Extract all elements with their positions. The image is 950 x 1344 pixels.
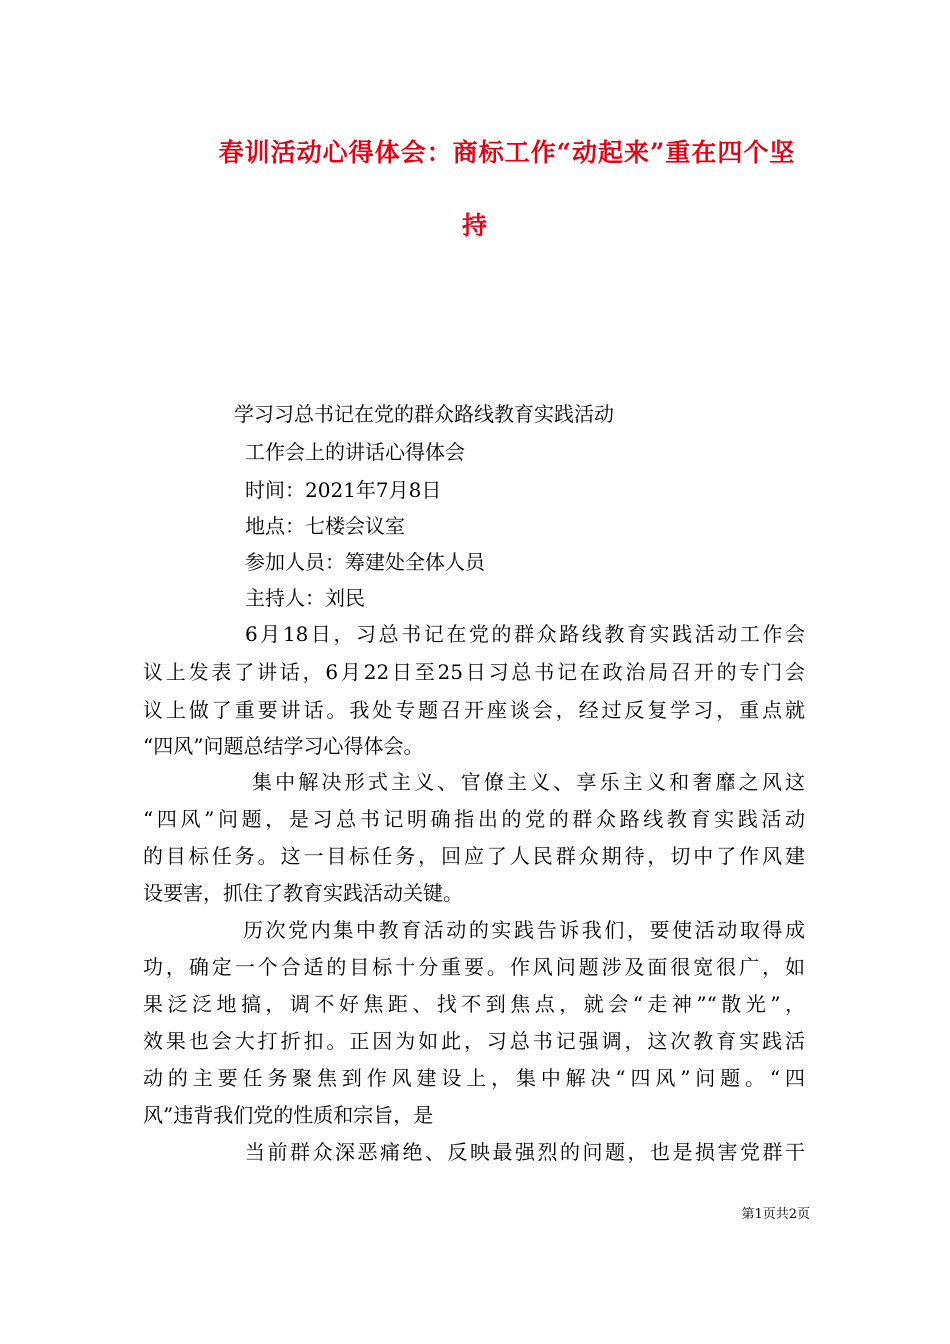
header-line-participants: 参加人员：筹建处全体人员 [245,550,485,574]
page-number-footer: 第1页共2页 [741,1207,810,1222]
header-line-subject: 学习习总书记在党的群众路线教育实践活动 [234,402,614,426]
paragraph-2-line-3: 的目标任务。这一目标任务，回应了人民群众期待，切中了作风建 [143,844,805,868]
document-title-line-2: 持 [461,211,488,240]
paragraph-3-line-2: 功，确定一个合适的目标十分重要。作风问题涉及面很宽很广，如 [143,955,805,979]
paragraph-3-line-6: 风”违背我们党的性质和宗旨，是 [143,1103,434,1127]
header-line-subject-cont: 工作会上的讲话心得体会 [245,440,465,464]
paragraph-1-line-4: “四风”问题总结学习心得体会。 [143,734,424,758]
paragraph-3-line-5: 动的主要任务聚焦到作风建设上，集中解决“四风”问题。“四 [143,1066,805,1090]
header-line-time: 时间：2021年7月8日 [245,478,442,502]
paragraph-1-line-1: 6月18日，习总书记在党的群众路线教育实践活动工作会 [245,622,805,646]
paragraph-2-line-4: 设要害，抓住了教育实践活动关键。 [143,881,463,905]
paragraph-3-line-3: 果泛泛地搞，调不好焦距、找不到焦点，就会“走神”“散光”， [143,992,805,1016]
header-line-host: 主持人：刘民 [245,586,365,610]
paragraph-3-line-4: 效果也会大打折扣。正因为如此，习总书记强调，这次教育实践活 [143,1029,805,1053]
document-title-line-1: 春训活动心得体会：商标工作“动起来”重在四个坚 [218,138,796,167]
paragraph-1-line-2: 议上发表了讲话，6月22日至25日习总书记在政治局召开的专门会 [143,660,805,684]
paragraph-3-line-1: 历次党内集中教育活动的实践告诉我们，要使活动取得成 [243,918,805,942]
paragraph-4-line-1: 当前群众深恶痛绝、反映最强烈的问题，也是损害党群干 [245,1140,805,1164]
header-line-location: 地点：七楼会议室 [245,514,405,538]
paragraph-2-line-1: 集中解决形式主义、官僚主义、享乐主义和奢靡之风这 [252,770,805,794]
paragraph-2-line-2: “四风”问题，是习总书记明确指出的党的群众路线教育实践活动 [143,807,805,831]
paragraph-1-line-3: 议上做了重要讲话。我处专题召开座谈会，经过反复学习，重点就 [143,698,805,722]
